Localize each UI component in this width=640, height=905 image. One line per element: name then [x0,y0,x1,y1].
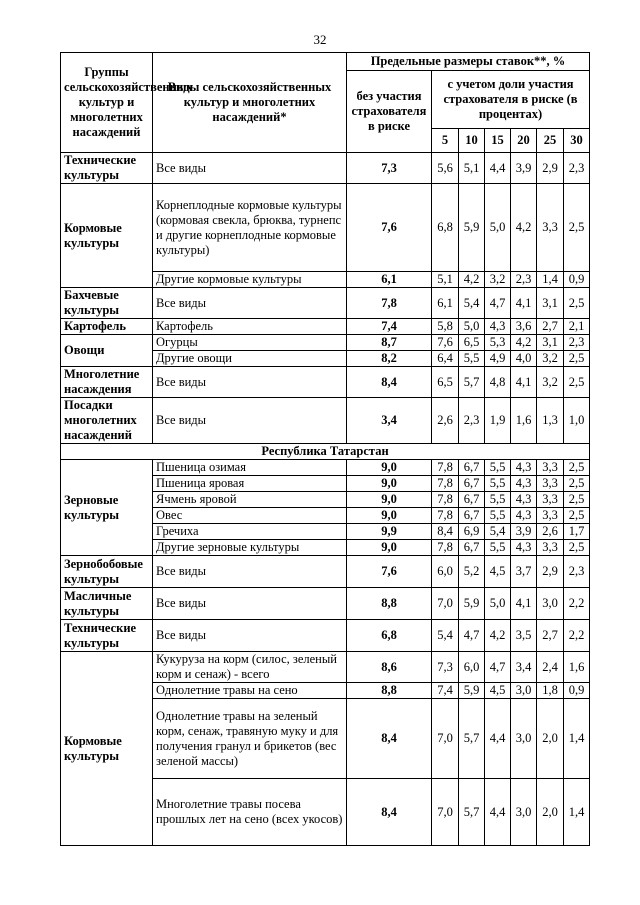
rate-share-15: 5,5 [485,540,511,556]
rate-without-participation: 7,6 [347,556,432,588]
rate-share-15: 4,7 [485,288,511,319]
rate-share-5: 6,8 [432,184,459,272]
rate-share-15: 5,5 [485,492,511,508]
group-name: Масличные культуры [61,588,153,620]
rate-share-10: 6,9 [459,524,485,540]
rate-share-15: 3,2 [485,272,511,288]
rate-without-participation: 7,6 [347,184,432,272]
rate-share-30: 2,5 [564,351,590,367]
rate-share-10: 5,7 [459,699,485,779]
rate-share-15: 5,4 [485,524,511,540]
rate-share-5: 7,8 [432,492,459,508]
rate-share-5: 6,5 [432,367,459,398]
rate-without-participation: 8,4 [347,699,432,779]
rate-share-20: 4,1 [511,588,537,620]
table-row [61,319,590,335]
rate-share-20: 4,0 [511,351,537,367]
rate-share-10: 5,7 [459,779,485,846]
table-row [61,588,590,620]
rate-share-15: 5,0 [485,184,511,272]
rate-share-30: 0,9 [564,272,590,288]
rate-share-25: 3,1 [537,335,564,351]
crop-name: Все виды [153,556,347,588]
rate-without-participation: 8,6 [347,652,432,683]
rate-share-20: 4,3 [511,508,537,524]
rate-share-15: 5,5 [485,460,511,476]
rate-share-30: 2,5 [564,367,590,398]
rate-share-10: 4,7 [459,620,485,652]
rate-without-participation: 9,9 [347,524,432,540]
rate-share-30: 2,5 [564,476,590,492]
group-name: Кормовые культуры [61,652,153,846]
rate-share-15: 4,5 [485,556,511,588]
rate-without-participation: 6,1 [347,272,432,288]
rate-share-20: 3,7 [511,556,537,588]
rate-share-20: 3,9 [511,524,537,540]
rate-share-10: 5,0 [459,319,485,335]
rate-share-15: 4,7 [485,652,511,683]
rate-share-5: 6,1 [432,288,459,319]
crop-name: Все виды [153,367,347,398]
crop-name: Корнеплодные кормовые культуры (кормовая свекла, брюква, турнепс и другие корнеплодные кормовые культуры) [153,184,347,272]
rate-share-5: 7,8 [432,476,459,492]
table-body [61,153,590,846]
crop-name: Все виды [153,288,347,319]
rate-share-15: 4,9 [485,351,511,367]
rate-share-20: 3,9 [511,153,537,184]
rate-share-5: 7,8 [432,508,459,524]
rate-without-participation: 8,7 [347,335,432,351]
header-share-10: 10 [459,129,485,153]
rate-share-10: 5,1 [459,153,485,184]
crop-name: Картофель [153,319,347,335]
header-share-5: 5 [432,129,459,153]
rate-share-25: 3,3 [537,184,564,272]
rate-share-15: 5,5 [485,476,511,492]
rate-without-participation: 9,0 [347,540,432,556]
rate-without-participation: 3,4 [347,398,432,444]
rate-share-25: 3,0 [537,588,564,620]
rate-share-20: 4,1 [511,288,537,319]
crop-name: Овес [153,508,347,524]
rate-share-20: 3,5 [511,620,537,652]
rate-share-25: 2,0 [537,699,564,779]
table-row [61,620,590,652]
rate-share-30: 2,5 [564,508,590,524]
rate-share-20: 4,3 [511,540,537,556]
group-name: Зернобобовые культуры [61,556,153,588]
rate-share-10: 5,2 [459,556,485,588]
rate-share-30: 2,3 [564,335,590,351]
crop-name: Другие овощи [153,351,347,367]
rate-share-25: 3,2 [537,367,564,398]
rate-without-participation: 9,0 [347,508,432,524]
rate-share-5: 7,0 [432,779,459,846]
header-share-20: 20 [511,129,537,153]
crop-name: Все виды [153,398,347,444]
rate-share-15: 5,3 [485,335,511,351]
group-name: Зерновые культуры [61,460,153,556]
table-row [61,335,590,351]
rate-without-participation: 6,8 [347,620,432,652]
crop-name: Все виды [153,153,347,184]
rate-share-5: 7,0 [432,588,459,620]
header-with-participation: с учетом доли участия страхователя в риске (в процентах) [432,71,590,129]
rate-share-25: 2,4 [537,652,564,683]
rate-share-25: 3,3 [537,492,564,508]
rate-share-20: 4,2 [511,335,537,351]
table-row [61,556,590,588]
rate-share-20: 4,3 [511,492,537,508]
rate-share-10: 5,4 [459,288,485,319]
rate-share-5: 5,4 [432,620,459,652]
group-name: Технические культуры [61,620,153,652]
rate-share-5: 7,8 [432,540,459,556]
page-number: 32 [313,32,327,47]
crop-name: Другие кормовые культуры [153,272,347,288]
rate-share-10: 5,7 [459,367,485,398]
rate-share-25: 2,9 [537,556,564,588]
rate-share-20: 2,3 [511,272,537,288]
rate-without-participation: 8,8 [347,588,432,620]
rate-share-20: 3,0 [511,699,537,779]
rate-share-20: 3,0 [511,683,537,699]
header-without-participation: без участия страхователя в риске [347,71,432,153]
rate-share-25: 2,7 [537,319,564,335]
group-name: Картофель [61,319,153,335]
rate-share-10: 5,9 [459,683,485,699]
crop-name: Пшеница яровая [153,476,347,492]
rate-share-5: 7,4 [432,683,459,699]
crop-name: Однолетние травы на зеленый корм, сенаж, травяную муку и для получения гранул и брикетов (вес зеленой массы) [153,699,347,779]
crop-name: Кукуруза на корм (силос, зеленый корм и сенаж) - всего [153,652,347,683]
rate-share-5: 5,8 [432,319,459,335]
table-row [61,367,590,398]
rate-without-participation: 7,3 [347,153,432,184]
rate-share-25: 3,3 [537,476,564,492]
rate-share-15: 4,4 [485,153,511,184]
rate-share-30: 2,3 [564,153,590,184]
rate-without-participation: 9,0 [347,476,432,492]
rate-share-5: 7,3 [432,652,459,683]
rate-share-25: 3,2 [537,351,564,367]
rate-share-30: 2,5 [564,288,590,319]
rate-share-30: 2,1 [564,319,590,335]
rate-share-30: 1,4 [564,779,590,846]
rate-share-25: 2,6 [537,524,564,540]
rate-share-30: 2,5 [564,492,590,508]
region-title: Республика Татарстан [61,444,590,460]
rate-share-10: 6,7 [459,460,485,476]
crop-name: Огурцы [153,335,347,351]
group-name: Технические культуры [61,153,153,184]
rate-share-15: 4,4 [485,699,511,779]
rate-share-5: 5,1 [432,272,459,288]
table-row [61,398,590,444]
group-name: Бахчевые культуры [61,288,153,319]
header-share-30: 30 [564,129,590,153]
table-row [61,184,590,272]
rate-share-30: 2,2 [564,620,590,652]
table-row [61,652,590,683]
rate-share-30: 2,5 [564,540,590,556]
table-header [61,53,590,153]
region-row [61,444,590,460]
rate-without-participation: 9,0 [347,460,432,476]
rate-share-30: 1,6 [564,652,590,683]
rate-without-participation: 7,4 [347,319,432,335]
rate-share-10: 6,0 [459,652,485,683]
rate-share-30: 2,5 [564,460,590,476]
rate-share-25: 3,1 [537,288,564,319]
rate-without-participation: 7,8 [347,288,432,319]
group-name: Овощи [61,335,153,367]
rate-share-25: 1,3 [537,398,564,444]
rate-share-15: 5,0 [485,588,511,620]
rate-share-30: 2,3 [564,556,590,588]
rate-without-participation: 8,4 [347,367,432,398]
rate-share-20: 4,1 [511,367,537,398]
rate-share-20: 3,4 [511,652,537,683]
header-share-15: 15 [485,129,511,153]
header-limits: Предельные размеры ставок**, % [347,53,590,71]
rates-table [60,52,590,846]
crop-name: Однолетние травы на сено [153,683,347,699]
rate-without-participation: 8,4 [347,779,432,846]
rate-share-30: 1,7 [564,524,590,540]
rate-share-25: 2,7 [537,620,564,652]
rate-share-10: 6,7 [459,492,485,508]
group-name: Кормовые культуры [61,184,153,288]
rate-share-5: 7,0 [432,699,459,779]
rate-share-5: 7,6 [432,335,459,351]
rate-share-5: 5,6 [432,153,459,184]
rate-share-15: 4,2 [485,620,511,652]
rate-share-25: 1,8 [537,683,564,699]
rate-share-10: 5,9 [459,184,485,272]
rate-share-20: 3,6 [511,319,537,335]
rate-share-10: 6,5 [459,335,485,351]
rate-share-10: 5,9 [459,588,485,620]
rate-share-30: 1,4 [564,699,590,779]
rate-without-participation: 8,8 [347,683,432,699]
table-row [61,153,590,184]
rate-share-5: 6,4 [432,351,459,367]
crop-name: Все виды [153,588,347,620]
rate-share-10: 6,7 [459,540,485,556]
rate-share-25: 1,4 [537,272,564,288]
rate-share-10: 2,3 [459,398,485,444]
rate-share-30: 2,5 [564,184,590,272]
rate-share-30: 1,0 [564,398,590,444]
rate-share-20: 4,3 [511,460,537,476]
rate-share-25: 2,0 [537,779,564,846]
table-row [61,460,590,476]
rate-share-10: 6,7 [459,508,485,524]
rate-share-25: 3,3 [537,460,564,476]
crop-name: Гречиха [153,524,347,540]
header-crop: Виды сельскохозяйственных культур и многолетних насаждений* [153,53,347,153]
rate-without-participation: 9,0 [347,492,432,508]
rate-share-20: 4,3 [511,476,537,492]
rate-without-participation: 8,2 [347,351,432,367]
crop-name: Ячмень яровой [153,492,347,508]
rate-share-30: 2,2 [564,588,590,620]
table-row [61,288,590,319]
rate-share-5: 2,6 [432,398,459,444]
rate-share-25: 3,3 [537,508,564,524]
rate-share-30: 0,9 [564,683,590,699]
rate-share-5: 6,0 [432,556,459,588]
rate-share-10: 6,7 [459,476,485,492]
rate-share-25: 3,3 [537,540,564,556]
rate-share-25: 2,9 [537,153,564,184]
crop-name: Другие зерновые культуры [153,540,347,556]
rate-share-10: 5,5 [459,351,485,367]
rate-share-15: 1,9 [485,398,511,444]
header-group: Группы сельскохозяйственных культур и многолетних насаждений [61,53,153,153]
rate-share-5: 7,8 [432,460,459,476]
rate-share-5: 8,4 [432,524,459,540]
crop-name: Пшеница озимая [153,460,347,476]
rate-share-15: 4,8 [485,367,511,398]
rate-share-15: 4,3 [485,319,511,335]
rate-share-20: 3,0 [511,779,537,846]
group-name: Посадки многолетних насаждений [61,398,153,444]
rate-share-15: 5,5 [485,508,511,524]
crop-name: Многолетние травы посева прошлых лет на сено (всех укосов) [153,779,347,846]
rate-share-10: 4,2 [459,272,485,288]
rate-share-15: 4,5 [485,683,511,699]
rate-share-15: 4,4 [485,779,511,846]
crop-name: Все виды [153,620,347,652]
group-name: Многолетние насаждения [61,367,153,398]
rate-share-20: 1,6 [511,398,537,444]
rate-share-20: 4,2 [511,184,537,272]
header-share-25: 25 [537,129,564,153]
